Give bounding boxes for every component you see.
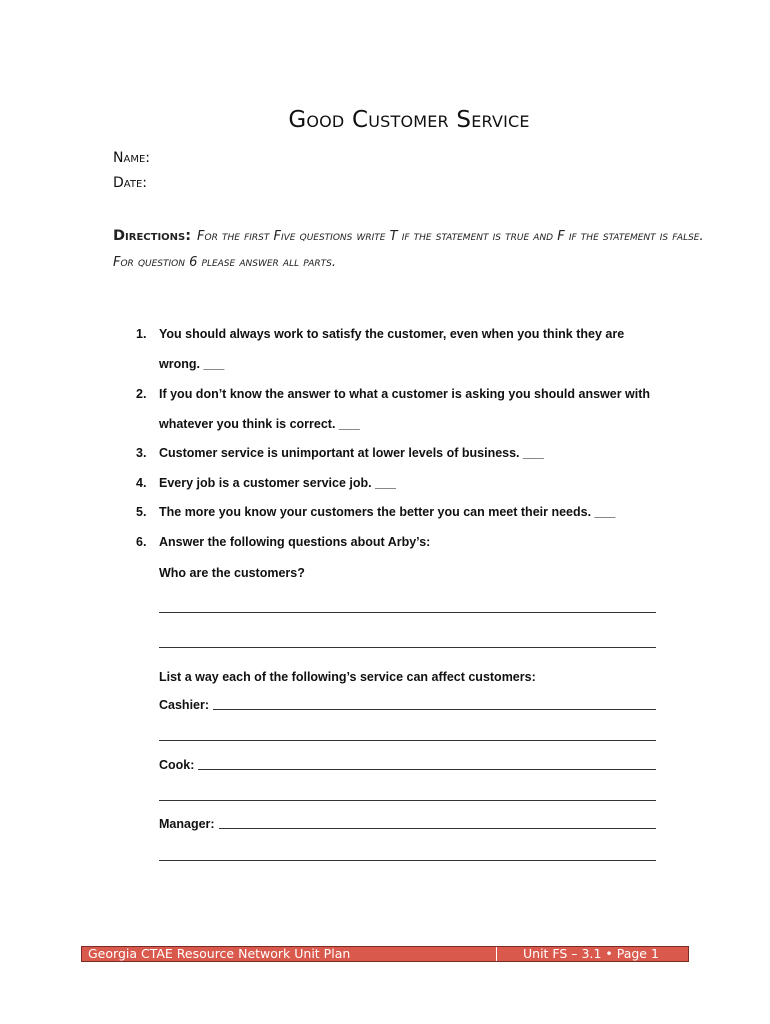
question-number: 5. (136, 505, 147, 519)
question-1 (136, 320, 631, 379)
footer-divider (496, 947, 497, 961)
question-text: The more you know your customers the better you can meet their needs. ___ (159, 505, 616, 519)
question-3 (136, 439, 666, 469)
answer-line[interactable] (159, 800, 656, 801)
footer-right-text: Unit FS – 3.1 • Page 1 (523, 946, 659, 961)
question-2 (136, 380, 661, 439)
cashier-label: Cashier: (159, 698, 210, 712)
directions (113, 223, 713, 276)
question-number: 6. (136, 535, 147, 549)
cashier-answer-line[interactable] (159, 698, 656, 712)
cook-label: Cook: (159, 758, 195, 772)
footer-left-text: Georgia CTAE Resource Network Unit Plan (88, 946, 351, 961)
question-6 (136, 528, 666, 558)
question-text: Customer service is unimportant at lower levels of business. ___ (159, 446, 544, 460)
answer-line[interactable] (159, 612, 656, 613)
date-label: Date: (113, 175, 147, 191)
question-5 (136, 498, 666, 528)
who-customers-prompt: Who are the customers? (159, 566, 305, 580)
name-label: Name: (113, 150, 150, 166)
page-title: Good Customer Service (288, 107, 530, 133)
answer-line[interactable] (159, 647, 656, 648)
question-number: 2. (136, 387, 147, 401)
question-number: 4. (136, 476, 147, 490)
answer-rule (198, 769, 656, 770)
question-text: Answer the following questions about Arby’s: (159, 535, 431, 549)
answer-line[interactable] (159, 740, 656, 741)
directions-label: Directions: (113, 228, 192, 244)
manager-label: Manager: (159, 817, 215, 831)
question-number: 3. (136, 446, 147, 460)
question-text: If you don’t know the answer to what a customer is asking you should answer with whatever you think is correct. ___ (159, 387, 651, 431)
answer-rule (219, 828, 656, 829)
answer-rule (213, 709, 656, 710)
manager-answer-line[interactable] (159, 817, 656, 831)
question-text: Every job is a customer service job. ___ (159, 476, 396, 490)
question-text: You should always work to satisfy the customer, even when you think they are wrong. ___ (159, 327, 625, 371)
answer-line[interactable] (159, 860, 656, 861)
cook-answer-line[interactable] (159, 758, 656, 772)
list-prompt: List a way each of the following’s service can affect customers: (159, 670, 536, 684)
directions-text: For the first Five questions write T if the statement is true and F if the statement is false. For question 6 please answer all parts. (113, 229, 704, 270)
question-4 (136, 469, 666, 499)
footer-bar (81, 946, 689, 962)
question-number: 1. (136, 327, 147, 341)
